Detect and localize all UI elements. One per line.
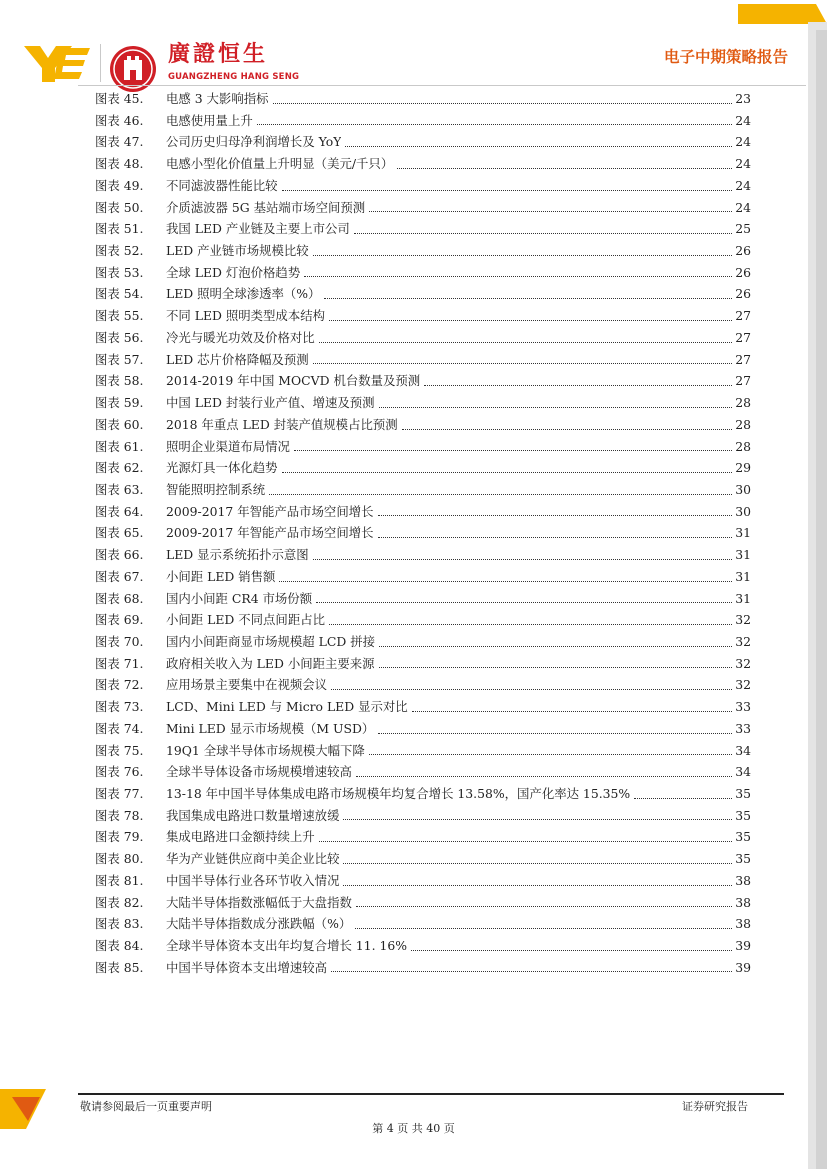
toc-entry-title: 2009-2017 年智能产品市场空间增长 — [166, 503, 374, 519]
toc-entry-number: 图表 65. — [95, 525, 144, 541]
toc-entry-number: 图表 52. — [95, 243, 144, 259]
toc-entry[interactable] — [95, 285, 751, 307]
toc-entry[interactable] — [95, 133, 751, 155]
toc-entry[interactable] — [95, 720, 751, 742]
toc-entry-title: 不同滤波器性能比较 — [166, 177, 278, 193]
toc-entry-number: 图表 45. — [95, 91, 144, 106]
toc-entry-title: 电感使用量上升 — [166, 112, 253, 128]
toc-entry-number: 图表 47. — [95, 134, 144, 150]
toc-entry-title: 政府相关收入为 LED 小间距主要来源 — [166, 655, 375, 671]
toc-entry-page: 31 — [735, 547, 751, 563]
toc-entry-page: 35 — [735, 829, 751, 845]
toc-entry-title: 国内小间距商显市场规模超 LCD 拼接 — [166, 633, 375, 649]
toc-dot-leader — [378, 732, 732, 734]
toc-entry-page: 24 — [735, 177, 751, 193]
toc-dot-leader — [412, 710, 732, 712]
toc-dot-leader — [379, 406, 732, 408]
toc-entry-title: 冷光与暖光功效及价格对比 — [166, 329, 315, 345]
toc-entry[interactable] — [95, 307, 751, 329]
toc-dot-leader — [343, 884, 732, 886]
toc-entry-title: 全球半导体资本支出年均复合增长 11. 16% — [166, 938, 407, 954]
toc-entry[interactable] — [95, 959, 751, 981]
toc-entry[interactable] — [95, 372, 751, 394]
header-rule — [78, 85, 806, 86]
toc-entry-page: 33 — [735, 720, 751, 736]
company-seal-logo — [108, 44, 158, 94]
toc-entry-page: 26 — [735, 286, 751, 302]
toc-entry-title: 介质滤波器 5G 基站端市场空间预测 — [166, 199, 366, 215]
toc-entry-title: 电感 3 大影响指标 — [166, 91, 269, 106]
toc-entry-title: 应用场景主要集中在视频会议 — [166, 677, 328, 693]
toc-entry-number: 图表 77. — [95, 786, 144, 801]
toc-entry[interactable] — [95, 155, 751, 177]
toc-entry-number: 图表 64. — [95, 503, 144, 519]
toc-entry[interactable] — [95, 655, 751, 677]
toc-dot-leader — [313, 558, 732, 560]
toc-entry-number: 图表 78. — [95, 807, 144, 823]
toc-entry-number: 图表 74. — [95, 720, 144, 736]
company-name-en: GUANGZHENG HANG SENG — [168, 72, 300, 82]
toc-entry-title: 全球半导体设备市场规模增速较高 — [166, 764, 352, 780]
toc-entry-number: 图表 61. — [95, 438, 144, 454]
toc-entry[interactable] — [95, 177, 751, 199]
toc-dot-leader — [345, 145, 732, 147]
toc-entry[interactable] — [95, 220, 751, 242]
toc-entry-title: 小间距 LED 销售额 — [166, 568, 276, 584]
toc-entry[interactable] — [95, 894, 751, 916]
toc-entry[interactable] — [95, 676, 751, 698]
toc-dot-leader — [329, 623, 732, 625]
toc-entry-page: 24 — [735, 112, 751, 128]
footer-report-type: 证券研究报告 — [682, 1100, 748, 1113]
toc-dot-leader — [313, 362, 732, 364]
report-title: 电子中期策略报告 — [663, 48, 788, 66]
toc-dot-leader — [634, 797, 732, 799]
toc-entry-page: 27 — [735, 351, 751, 367]
toc-entry[interactable] — [95, 394, 751, 416]
toc-dot-leader — [378, 536, 733, 538]
toc-entry-title: 中国 LED 封装行业产值、增速及预测 — [166, 395, 375, 411]
toc-entry-number: 图表 68. — [95, 590, 144, 606]
toc-entry[interactable] — [95, 329, 751, 351]
toc-dot-leader — [343, 818, 732, 820]
toc-dot-leader — [424, 384, 732, 386]
toc-entry[interactable] — [95, 763, 751, 785]
toc-entry-page: 32 — [735, 633, 751, 649]
toc-entry[interactable] — [95, 872, 751, 894]
toc-entry-number: 图表 70. — [95, 633, 144, 649]
toc-entry-page: 25 — [735, 221, 751, 237]
toc-entry-number: 图表 82. — [95, 894, 144, 910]
figure-list — [95, 90, 751, 980]
toc-entry-number: 图表 54. — [95, 286, 144, 302]
toc-dot-leader — [331, 970, 732, 972]
toc-entry-title: 大陆半导体指数涨幅低于大盘指数 — [166, 894, 352, 910]
toc-dot-leader — [402, 428, 732, 430]
logo-divider — [100, 44, 101, 82]
toc-entry-page: 35 — [735, 786, 751, 801]
toc-entry-page: 27 — [735, 308, 751, 324]
toc-entry-number: 图表 69. — [95, 612, 144, 628]
toc-entry-number: 图表 51. — [95, 221, 144, 237]
toc-dot-leader — [282, 471, 732, 473]
toc-entry-number: 图表 76. — [95, 764, 144, 780]
toc-entry-page: 38 — [735, 872, 751, 888]
toc-dot-leader — [313, 254, 732, 256]
toc-entry-page: 31 — [735, 590, 751, 606]
toc-entry-title: Mini LED 显示市场规模（M USD） — [166, 720, 375, 736]
toc-dot-leader — [329, 319, 732, 321]
toc-entry-page: 24 — [735, 199, 751, 215]
toc-entry-title: 智能照明控制系统 — [166, 481, 266, 497]
toc-entry-number: 图表 79. — [95, 829, 144, 845]
toc-entry-title: 小间距 LED 不同点间距占比 — [166, 612, 325, 628]
toc-entry-title: 我国 LED 产业链及主要上市公司 — [166, 221, 350, 237]
toc-entry-title: 国内小间距 CR4 市场份额 — [166, 590, 313, 606]
toc-entry[interactable] — [95, 351, 751, 373]
toc-dot-leader — [282, 189, 732, 191]
toc-entry-number: 图表 85. — [95, 959, 144, 975]
toc-entry-page: 24 — [735, 134, 751, 150]
toc-entry-number: 图表 49. — [95, 177, 144, 193]
toc-entry-number: 图表 81. — [95, 872, 144, 888]
toc-entry-title: 13-18 年中国半导体集成电路市场规模年均复合增长 13.58%，国产化率达 15.35% — [166, 786, 631, 801]
toc-dot-leader — [279, 580, 732, 582]
toc-entry-title: 2018 年重点 LED 封装产值规模占比预测 — [166, 416, 398, 432]
toc-entry-number: 图表 55. — [95, 308, 144, 324]
toc-entry-page: 29 — [735, 460, 751, 476]
toc-entry[interactable] — [95, 264, 751, 286]
toc-entry[interactable] — [95, 481, 751, 503]
toc-dot-leader — [319, 840, 732, 842]
toc-entry[interactable] — [95, 112, 751, 134]
toc-entry-number: 图表 63. — [95, 481, 144, 497]
toc-entry-title: 集成电路进口金额持续上升 — [166, 829, 315, 845]
toc-entry-page: 28 — [735, 416, 751, 432]
toc-dot-leader — [356, 775, 732, 777]
toc-entry[interactable] — [95, 937, 751, 959]
toc-entry-title: 中国半导体资本支出增速较高 — [166, 959, 328, 975]
toc-entry-page: 35 — [735, 807, 751, 823]
toc-dot-leader — [331, 688, 732, 690]
toc-entry[interactable] — [95, 633, 751, 655]
toc-dot-leader — [273, 102, 733, 104]
toc-entry[interactable] — [95, 242, 751, 264]
toc-entry[interactable] — [95, 546, 751, 568]
toc-entry-page: 28 — [735, 438, 751, 454]
toc-dot-leader — [304, 275, 732, 277]
toc-entry-number: 图表 57. — [95, 351, 144, 367]
toc-dot-leader — [378, 514, 733, 516]
toc-entry-page: 32 — [735, 612, 751, 628]
toc-entry-page: 31 — [735, 568, 751, 584]
footer-corner-decoration — [0, 1089, 46, 1129]
toc-entry-number: 图表 58. — [95, 373, 144, 389]
toc-entry[interactable] — [95, 438, 751, 460]
toc-entry-page: 27 — [735, 373, 751, 389]
header-corner-decoration — [738, 0, 827, 24]
toc-entry-number: 图表 59. — [95, 395, 144, 411]
toc-entry[interactable] — [95, 915, 751, 937]
toc-entry-number: 图表 84. — [95, 938, 144, 954]
toc-entry-page: 34 — [735, 764, 751, 780]
footer-disclaimer-note: 敬请参阅最后一页重要声明 — [80, 1100, 212, 1113]
toc-dot-leader — [397, 167, 732, 169]
toc-entry[interactable] — [95, 90, 751, 112]
toc-entry-title: LED 照明全球渗透率（%） — [166, 286, 321, 302]
toc-entry-number: 图表 62. — [95, 460, 144, 476]
toc-entry-page: 33 — [735, 699, 751, 715]
toc-entry[interactable] — [95, 459, 751, 481]
toc-entry[interactable] — [95, 524, 751, 546]
toc-entry-title: 华为产业链供应商中美企业比较 — [166, 851, 340, 867]
toc-dot-leader — [355, 927, 732, 929]
toc-entry[interactable] — [95, 568, 751, 590]
toc-entry-title: 19Q1 全球半导体市场规模大幅下降 — [166, 742, 365, 758]
toc-dot-leader — [356, 905, 732, 907]
toc-entry-title: LED 显示系统拓扑示意图 — [166, 547, 309, 563]
toc-entry-page: 34 — [735, 742, 751, 758]
right-side-bar-inner — [816, 30, 827, 1169]
toc-dot-leader — [379, 645, 732, 647]
toc-entry-number: 图表 73. — [95, 699, 144, 715]
toc-entry-title: 公司历史归母净利润增长及 YoY — [166, 134, 342, 150]
toc-entry-number: 图表 71. — [95, 655, 144, 671]
toc-entry-page: 38 — [735, 916, 751, 932]
toc-dot-leader — [343, 862, 732, 864]
toc-dot-leader — [257, 123, 732, 125]
toc-dot-leader — [369, 210, 732, 212]
toc-dot-leader — [319, 341, 732, 343]
toc-entry-number: 图表 75. — [95, 742, 144, 758]
toc-entry-number: 图表 80. — [95, 851, 144, 867]
toc-dot-leader — [411, 949, 732, 951]
toc-entry[interactable] — [95, 590, 751, 612]
toc-dot-leader — [369, 753, 732, 755]
toc-dot-leader — [316, 601, 732, 603]
toc-entry[interactable] — [95, 503, 751, 525]
toc-entry-title: 2014-2019 年中国 MOCVD 机台数量及预测 — [166, 373, 421, 389]
toc-entry-number: 图表 50. — [95, 199, 144, 215]
toc-entry-title: LCD、Mini LED 与 Micro LED 显示对比 — [166, 699, 408, 715]
toc-entry-page: 39 — [735, 938, 751, 954]
toc-dot-leader — [324, 297, 732, 299]
toc-dot-leader — [379, 666, 732, 668]
company-name-cn: 廣證恒生 — [168, 42, 269, 67]
toc-entry-page: 30 — [735, 503, 751, 519]
toc-entry-title: LED 芯片价格降幅及预测 — [166, 351, 309, 367]
toc-entry-title: 2009-2017 年智能产品市场空间增长 — [166, 525, 374, 541]
toc-entry-number: 图表 83. — [95, 916, 144, 932]
toc-entry-number: 图表 46. — [95, 112, 144, 128]
toc-entry-title: 不同 LED 照明类型成本结构 — [166, 308, 325, 324]
toc-entry[interactable] — [95, 807, 751, 829]
toc-entry[interactable] — [95, 850, 751, 872]
toc-entry-number: 图表 72. — [95, 677, 144, 693]
toc-entry-page: 30 — [735, 481, 751, 497]
toc-entry[interactable] — [95, 611, 751, 633]
toc-dot-leader — [294, 449, 732, 451]
toc-entry-number: 图表 67. — [95, 568, 144, 584]
toc-entry-number: 图表 56. — [95, 329, 144, 345]
toc-entry-title: 全球 LED 灯泡价格趋势 — [166, 264, 301, 280]
toc-entry-number: 图表 60. — [95, 416, 144, 432]
toc-entry-page: 26 — [735, 264, 751, 280]
company-logo-mark — [24, 46, 90, 82]
toc-entry[interactable] — [95, 199, 751, 221]
toc-entry-title: 中国半导体行业各环节收入情况 — [166, 872, 340, 888]
toc-entry-page: 26 — [735, 243, 751, 259]
toc-entry-number: 图表 66. — [95, 547, 144, 563]
toc-entry[interactable] — [95, 828, 751, 850]
toc-entry-title: LED 产业链市场规模比较 — [166, 243, 309, 259]
toc-entry-page: 27 — [735, 329, 751, 345]
toc-entry-title: 照明企业渠道布局情况 — [166, 438, 290, 454]
toc-entry-page: 38 — [735, 894, 751, 910]
toc-entry-page: 24 — [735, 156, 751, 172]
toc-entry-title: 电感小型化价值量上升明显（美元/千只） — [166, 156, 394, 172]
toc-entry-page: 35 — [735, 851, 751, 867]
toc-entry-page: 32 — [735, 677, 751, 693]
toc-entry-page: 31 — [735, 525, 751, 541]
toc-dot-leader — [354, 232, 732, 234]
toc-entry-number: 图表 53. — [95, 264, 144, 280]
toc-entry[interactable] — [95, 416, 751, 438]
toc-entry-page: 32 — [735, 655, 751, 671]
toc-entry-page: 23 — [735, 91, 751, 106]
toc-dot-leader — [269, 493, 732, 495]
toc-entry-title: 大陆半导体指数成分涨跌幅（%） — [166, 916, 352, 932]
footer-rule — [78, 1093, 784, 1095]
toc-entry-page: 28 — [735, 395, 751, 411]
toc-entry-number: 图表 48. — [95, 156, 144, 172]
toc-entry-title: 光源灯具一体化趋势 — [166, 460, 278, 476]
toc-entry[interactable] — [95, 742, 751, 764]
toc-entry-page: 39 — [735, 959, 751, 975]
toc-entry-title: 我国集成电路进口数量增速放缓 — [166, 807, 340, 823]
toc-entry[interactable] — [95, 698, 751, 720]
toc-entry[interactable] — [95, 785, 751, 807]
page-number: 第 4 页 共 40 页 — [372, 1122, 455, 1135]
